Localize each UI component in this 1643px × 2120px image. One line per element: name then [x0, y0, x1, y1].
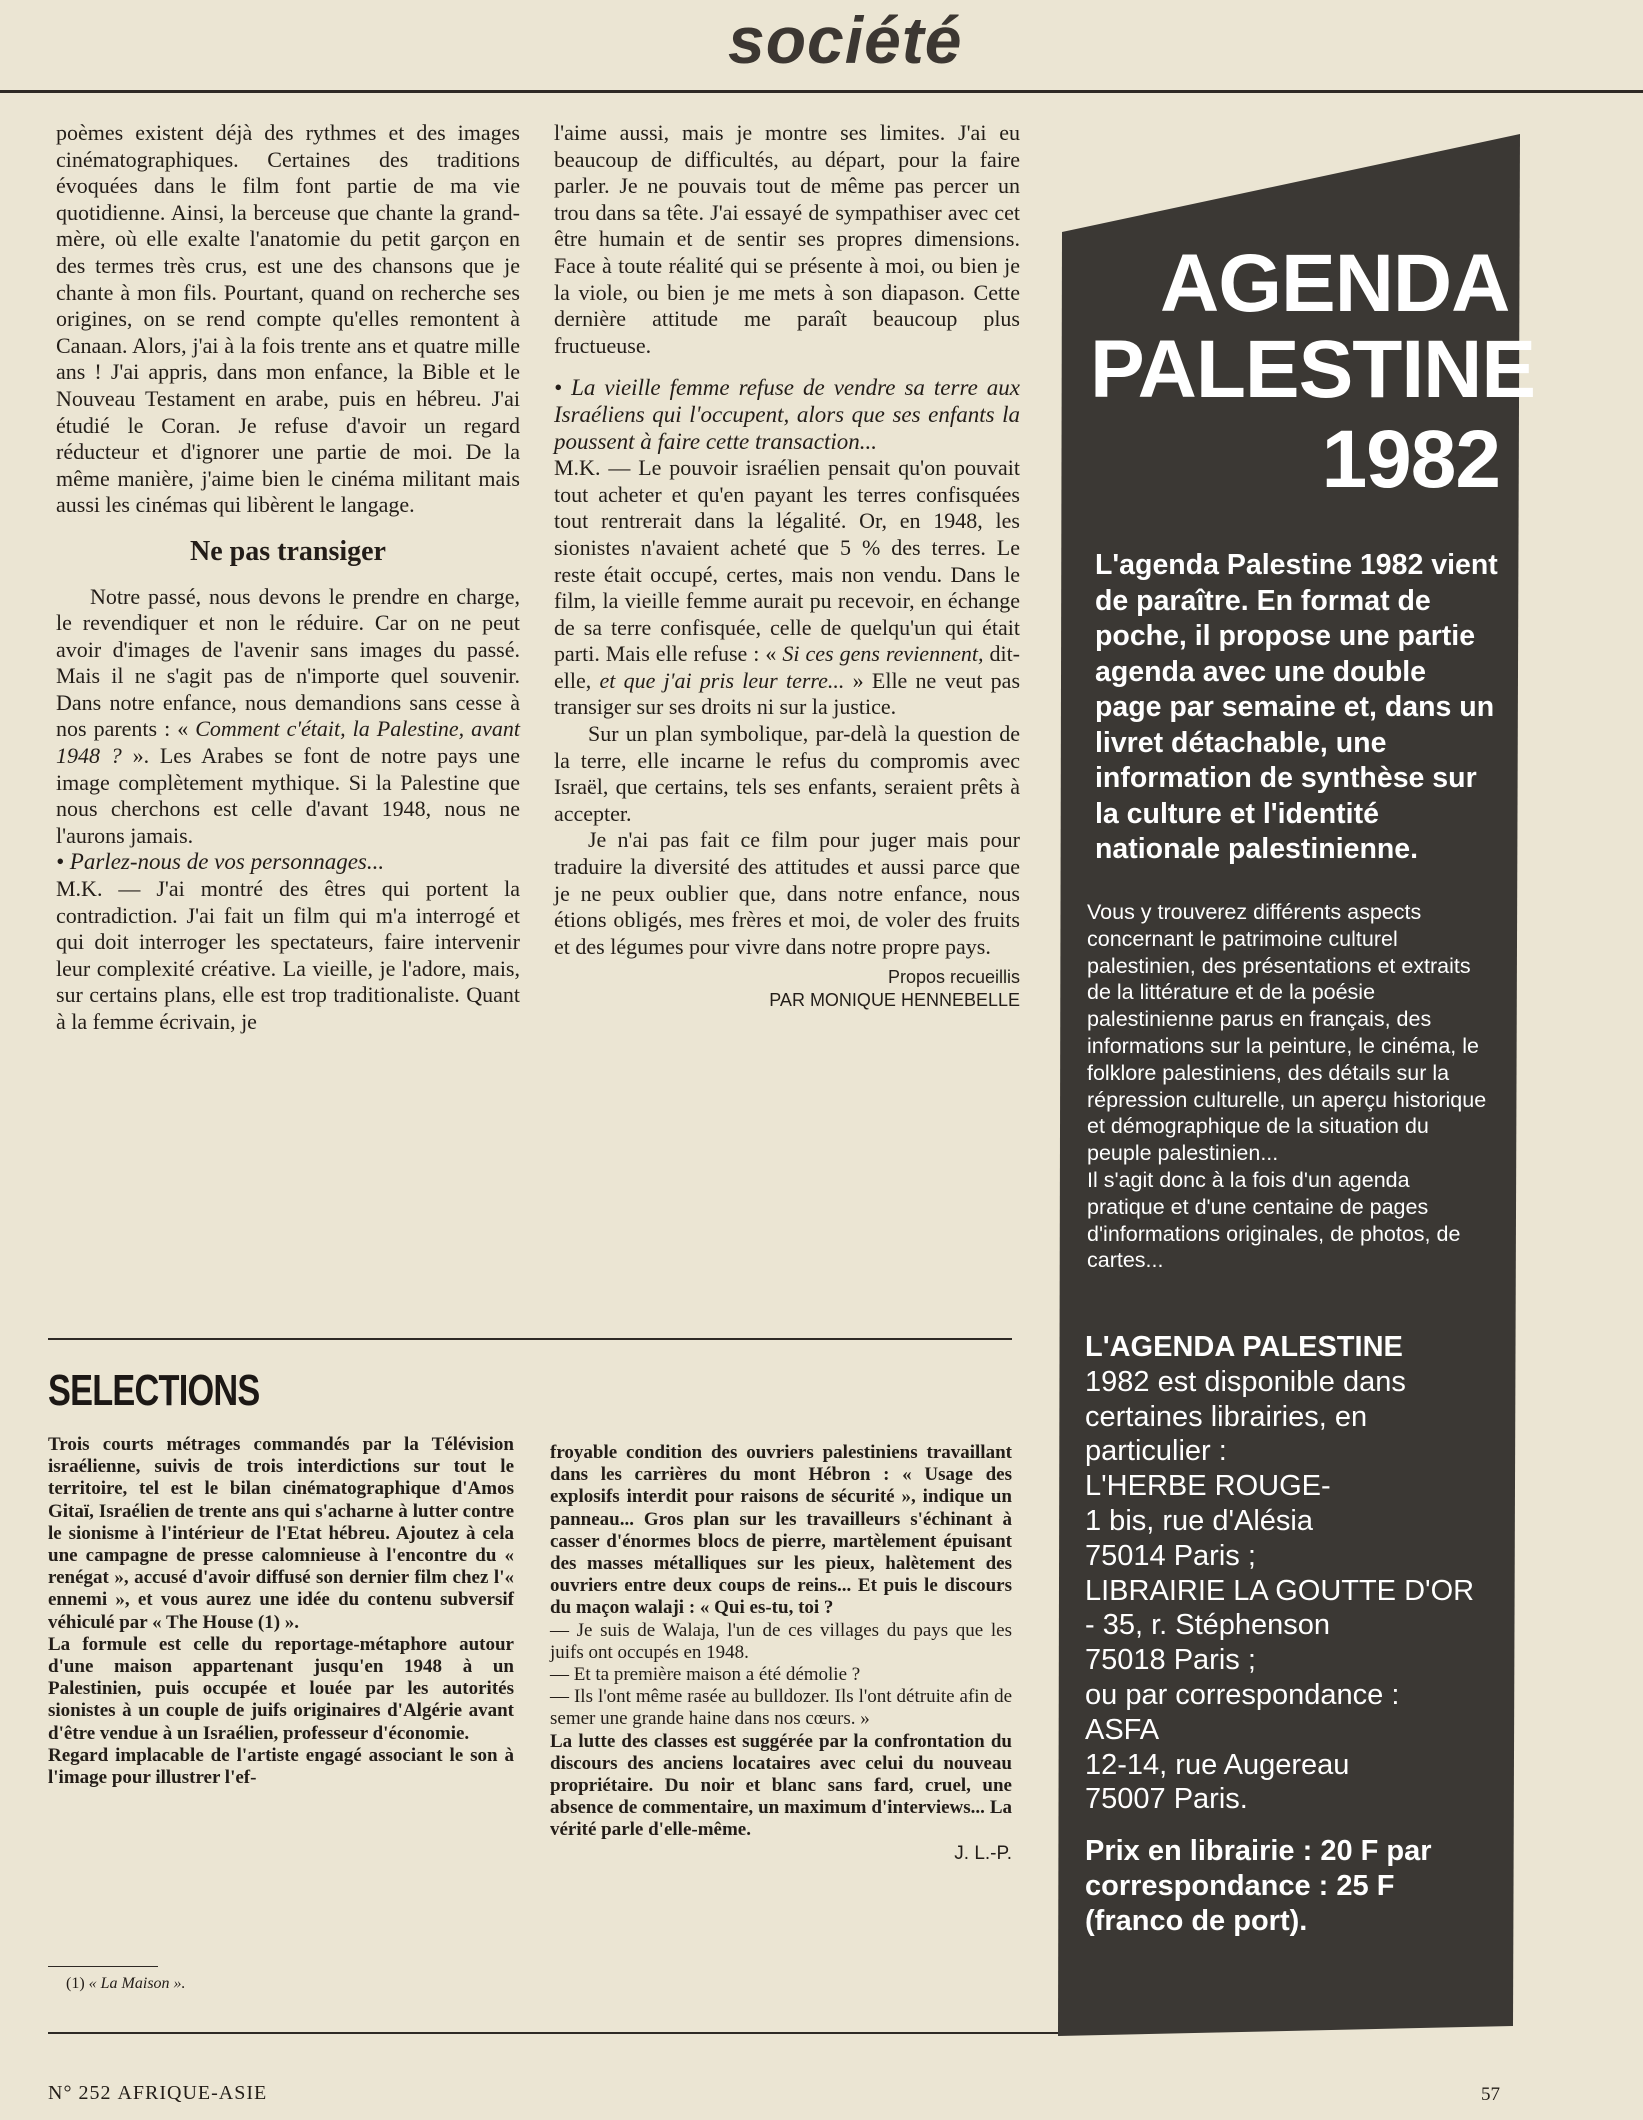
mail-name: ASFA	[1085, 1713, 1160, 1746]
shop-city: 75018 Paris ;	[1085, 1644, 1256, 1677]
footnote: (1) « La Maison ».	[66, 1975, 186, 1992]
article-paragraph: M.K. — J'ai montré des êtres qui portent la contradiction. J'ai fait un film qui m'a interrogé et qui doit interroger les spectateurs, faire intervenir leur complexité créative. La vieille, je l'adore, mais, sur certains plans, elle est trop traditionaliste. Quant à la femme écrivain, je	[56, 876, 520, 1034]
shop-name: LIBRAIRIE LA GOUTTE D'OR - 35, r. Stéphenson	[1085, 1574, 1475, 1642]
section-divider	[48, 1338, 1012, 1340]
article-subheading: Ne pas transiger	[190, 535, 386, 567]
ad-title-line-2: PALESTINE	[1090, 324, 1536, 415]
ad-availability: L'AGENDA PALESTINE 1982 est disponible dans certaines librairies, en particulier : L'HERBE ROUGE- 1 bis, rue d'Alésia 75014 Paris ; LIBRAIRIE LA GOUTTE D'OR - 35, r. Stéphenson 75018 Paris ; ou par correspondance : ASFA 12-14, rue Augereau 75007 Paris.	[1085, 1330, 1490, 1817]
article-column-2	[554, 120, 1020, 1012]
selections-paragraph: Regard implacable de l'artiste engagé associant le son à l'image pour illustrer l'ef-	[48, 1744, 514, 1789]
mail-intro: ou par correspondance :	[1085, 1678, 1400, 1711]
shop-address: 1 bis, rue d'Alésia	[1085, 1504, 1313, 1537]
bottom-rule	[48, 2032, 1113, 2034]
credit-line: Propos recueillis	[887, 967, 1020, 988]
top-rule	[0, 90, 1643, 93]
selections-quote: — Et ta première maison a été démolie ?	[550, 1664, 861, 1686]
article-column-1	[56, 120, 520, 1036]
selections-paragraph: La formule est celle du reportage-métaphore autour d'une maison appartenant jusqu'en 1948 à un Palestinien, puis occupée et louée par les autorités sionistes à un couple de juifs originaires d'Algérie avant d'être vendue à un Israélien, professeur d'économie.	[48, 1633, 514, 1744]
ad-body	[1087, 899, 1492, 1274]
selections-paragraph: froyable condition des ouvriers palestiniens travaillant dans les carrières du mont Hébron : « Usage des explosifs interdit pour raisons de sécurité », indique un panneau... Gros plan sur les travailleurs s'échinant à casser d'énormes blocs de pierre, martèlement épuisant des masses métalliques sur les pieux, halètement des ouvriers entre deux coups de reins... Et puis le discours du maçon walaji : « Qui es-tu, toi ?	[550, 1442, 1012, 1619]
selections-signature: J. L.-P.	[954, 1842, 1012, 1864]
mail-city: 75007 Paris.	[1085, 1783, 1248, 1816]
selections-paragraph: Trois courts métrages commandés par la Télévision israélienne, suivis de trois interdictions sur tout le territoire, tel est le bilan cinématographique d'Amos Gitaï, Israélien de trente ans qui s'acharne à lutter contre le sionisme à l'intérieur de l'Etat hébreu. Ajoutez à cela une campagne de presse calomnieuse à l'encontre du « renégat », accusé d'avoir diffusé son dernier film chez l'« ennemi », et vous aurez une idée du contenu subversif véhiculé par « The House (1) ».	[48, 1434, 514, 1633]
selections-column-1	[48, 1434, 514, 1789]
page-number: 57	[1481, 2084, 1500, 2105]
ad-title-line-1: AGENDA	[1160, 238, 1510, 329]
article-paragraph: Notre passé, nous devons le prendre en charge, le revendiquer et non le réduire. Car on ne peut avoir d'images de l'avenir sans images du passé. Mais il ne s'agit pas de n'importe quel souvenir. Dans notre enfance, nous demandions sans cesse à nos parents : « Comment c'était, la Palestine, avant 1948 ? ». Les Arabes se font de notre pays une image complètement mythique. Si la Palestine que nous cherchons est celle d'avant 1948, nous ne l'aurons jamais.	[56, 583, 521, 848]
ad-body-paragraph: Il s'agit donc à la fois d'un agenda pratique et d'une centaine de pages d'informations originales, de photos, de cartes...	[1087, 1167, 1461, 1273]
selections-paragraph: La lutte des classes est suggérée par la confrontation du discours des anciens locataires avec celui du nouveau propriétaire. Du noir et blanc sans fard, cruel, une absence de commentaire, un maximum d'interviews... La vérité parle d'elle-même.	[550, 1730, 1012, 1841]
selections-column-2	[550, 1442, 1012, 1865]
selections-heading: SELECTIONS	[48, 1366, 260, 1415]
footnote-rule	[48, 1966, 158, 1967]
interview-question: • La vieille femme refuse de vendre sa terre aux Israéliens qui l'occupent, alors que ses enfants la poussent à faire cette transaction...	[554, 375, 1020, 454]
selections-quote: — Ils l'ont même rasée au bulldozer. Ils l'ont détruite afin de semer une grande haine dans nos cœurs. »	[550, 1686, 1012, 1730]
article-paragraph: M.K. — Le pouvoir israélien pensait qu'on pouvait tout acheter et qu'en payant les terres confisquées tout rentrerait dans la légalité. Or, en 1948, les sionistes n'avaient acheté que 5 % des terres. Le reste était occupé, certes, mais non vendu. Dans le film, la vieille femme aurait pu recevoir, en échange de sa terre confisquée, celle de quelqu'un qui était parti. Mais elle refuse : « Si ces gens reviennent, dit-elle, et que j'ai pris leur terre... » Elle ne veut pas transiger sur ses droits ni sur la justice.	[554, 455, 1021, 720]
ad-intro: L'agenda Palestine 1982 vient de paraître. En format de poche, il propose une partie agenda avec une double page par semaine et, dans un livret détachable, une information de synthèse sur la culture et l'identité nationale palestinienne.	[1095, 549, 1498, 865]
selections-quote: — Je suis de Walaja, l'un de ces villages du pays que les juifs ont occupés en 1948.	[550, 1619, 1012, 1663]
author-byline: PAR MONIQUE HENNEBELLE	[769, 990, 1020, 1011]
mail-address: 12-14, rue Augereau	[1085, 1748, 1350, 1781]
article-paragraph: poèmes existent déjà des rythmes et des images cinématographiques. Certaines des traditions évoquées dans le film font partie de ma vie quotidienne. Ainsi, la berceuse que chante la grand-mère, où elle exalte l'anatomie du petit garçon en des termes très crus, est une des chansons que je chante à mon fils. Pourtant, quand on recherche ses origines, on se rend compte qu'elles remontent à Canaan. Alors, j'ai à la fois trente ans et quatre mille ans ! J'ai appris, dans mon enfance, la Bible et le Nouveau Testament en arabe, puis en hébreu. J'ai étudié le Coran. Je refuse d'avoir un regard réducteur et d'ignorer une partie de moi. De la même manière, j'aime bien le cinéma militant mais aussi les cinémas qui libèrent le langage.	[56, 120, 520, 518]
interview-question: • Parlez-nous de vos personnages...	[56, 849, 385, 875]
article-paragraph: Sur un plan symbolique, par-delà la question de la terre, elle incarne le refus du compromis avec Israël, que certains, tels ses enfants, seraient prêts à accepter.	[554, 721, 1020, 826]
footer-issue: N° 252 AFRIQUE-ASIE	[48, 2082, 268, 2104]
ad-price: Prix en librairie : 20 F par correspondance : 25 F (franco de port).	[1085, 1835, 1432, 1937]
section-title: société	[728, 3, 963, 77]
shop-name: L'HERBE ROUGE-	[1085, 1470, 1331, 1503]
shop-city: 75014 Paris ;	[1085, 1539, 1256, 1572]
article-paragraph: Je n'ai pas fait ce film pour juger mais pour traduire la diversité des attitudes et aussi parce que je ne peux oublier que, dans notre enfance, nous étions obligés, mes frères et moi, de voler des fruits et des légumes pour vivre dans notre propre pays.	[554, 827, 1020, 959]
ad-title-year: 1982	[1321, 414, 1500, 505]
article-paragraph: l'aime aussi, mais je montre ses limites. J'ai eu beaucoup de difficultés, au départ, pour la faire parler. Je ne pouvais tout de même pas percer un trou dans sa tête. J'ai essayé de sympathiser avec cet être humain et de sentir ses propres dimensions. Face à toute réalité qui se présente à moi, ou bien je la viole, ou bien je me mets à son diapason. Cette dernière attitude me paraît beaucoup plus fructueuse.	[554, 120, 1020, 358]
ad-body-paragraph: Vous y trouverez différents aspects concernant le patrimoine culturel palestinien, des présentations et extraits de la littérature et de la poésie palestinienne parus en français, des informations sur la peinture, le cinéma, le folklore palestiniens, des détails sur la répression culturelle, un aperçu historique et démographique de la situation du peuple palestinien...	[1087, 900, 1487, 1166]
